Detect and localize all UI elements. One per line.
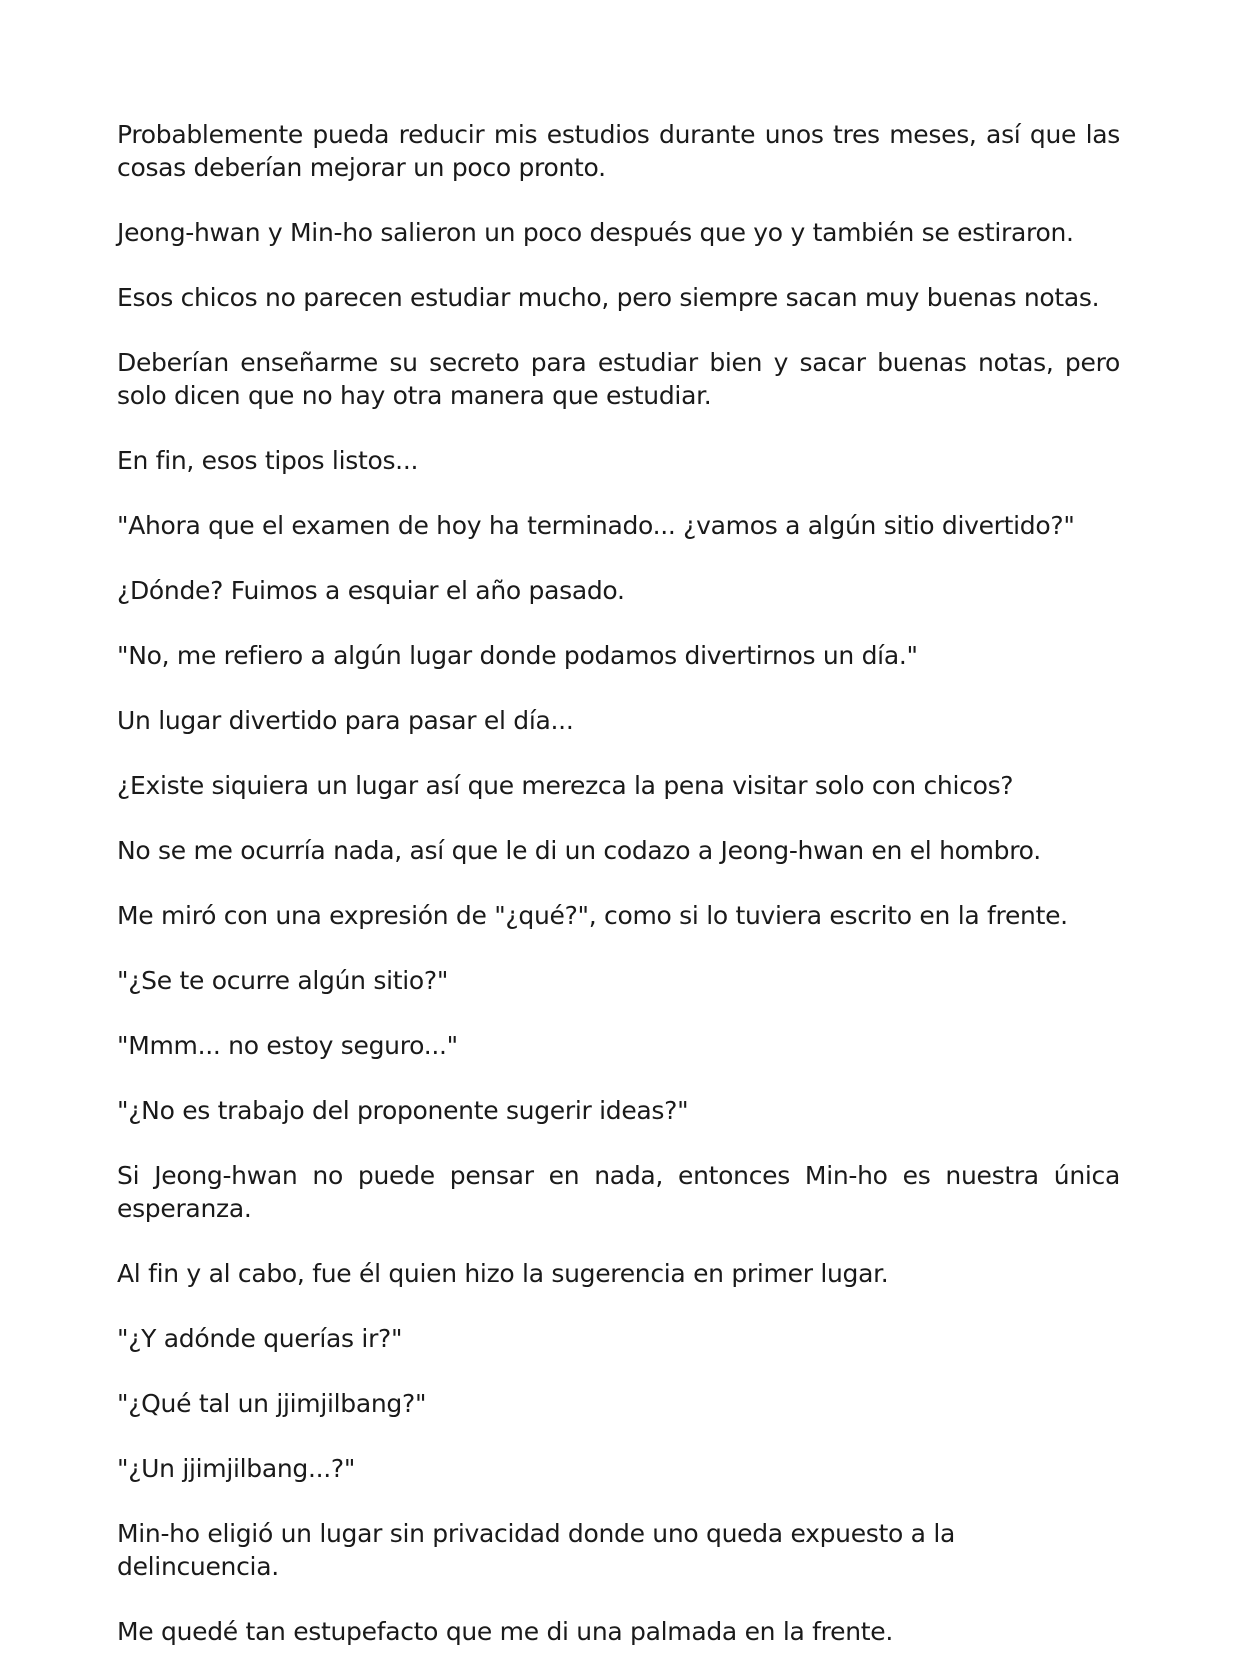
paragraph: Deberían enseñarme su secreto para estudiar bien y sacar buenas notas, pero solo dicen que no hay otra manera que estudiar.: [117, 348, 1120, 410]
paragraph: "¿Se te ocurre algún sitio?": [117, 966, 449, 995]
paragraph: Esos chicos no parecen estudiar mucho, pero siempre sacan muy buenas notas.: [117, 283, 1100, 312]
paragraph: "¿Qué tal un jjimjilbang?": [117, 1389, 427, 1418]
paragraph: Si Jeong-hwan no puede pensar en nada, entonces Min-ho es nuestra única esperanza.: [117, 1161, 1120, 1223]
paragraph: Me quedé tan estupefacto que me di una palmada en la frente.: [117, 1617, 893, 1646]
document-body: [117, 118, 1120, 1680]
paragraph: ¿Existe siquiera un lugar así que merezca la pena visitar solo con chicos?: [117, 771, 1014, 800]
paragraph: Un lugar divertido para pasar el día...: [117, 706, 574, 735]
paragraph: Min-ho eligió un lugar sin privacidad donde uno queda expuesto a la delincuencia.: [117, 1519, 956, 1581]
paragraph: "Mmm... no estoy seguro...": [117, 1031, 458, 1060]
paragraph: "¿Y adónde querías ir?": [117, 1324, 403, 1353]
paragraph: Al fin y al cabo, fue él quien hizo la sugerencia en primer lugar.: [117, 1259, 889, 1288]
paragraph: Jeong-hwan y Min-ho salieron un poco después que yo y también se estiraron.: [117, 218, 1074, 247]
paragraph: Probablemente pueda reducir mis estudios durante unos tres meses, así que las cosas deberían mejorar un poco pronto.: [117, 120, 1120, 182]
paragraph: ¿Dónde? Fuimos a esquiar el año pasado.: [117, 576, 625, 605]
paragraph: "¿Un jjimjilbang...?": [117, 1454, 356, 1483]
paragraph: "No, me refiero a algún lugar donde podamos divertirnos un día.": [117, 641, 918, 670]
paragraph: "¿No es trabajo del proponente sugerir ideas?": [117, 1096, 689, 1125]
paragraph: No se me ocurría nada, así que le di un codazo a Jeong-hwan en el hombro.: [117, 836, 1041, 865]
paragraph: Me miró con una expresión de "¿qué?", como si lo tuviera escrito en la frente.: [117, 901, 1068, 930]
paragraph: "Ahora que el examen de hoy ha terminado... ¿vamos a algún sitio divertido?": [117, 511, 1075, 540]
paragraph: En fin, esos tipos listos...: [117, 446, 419, 475]
